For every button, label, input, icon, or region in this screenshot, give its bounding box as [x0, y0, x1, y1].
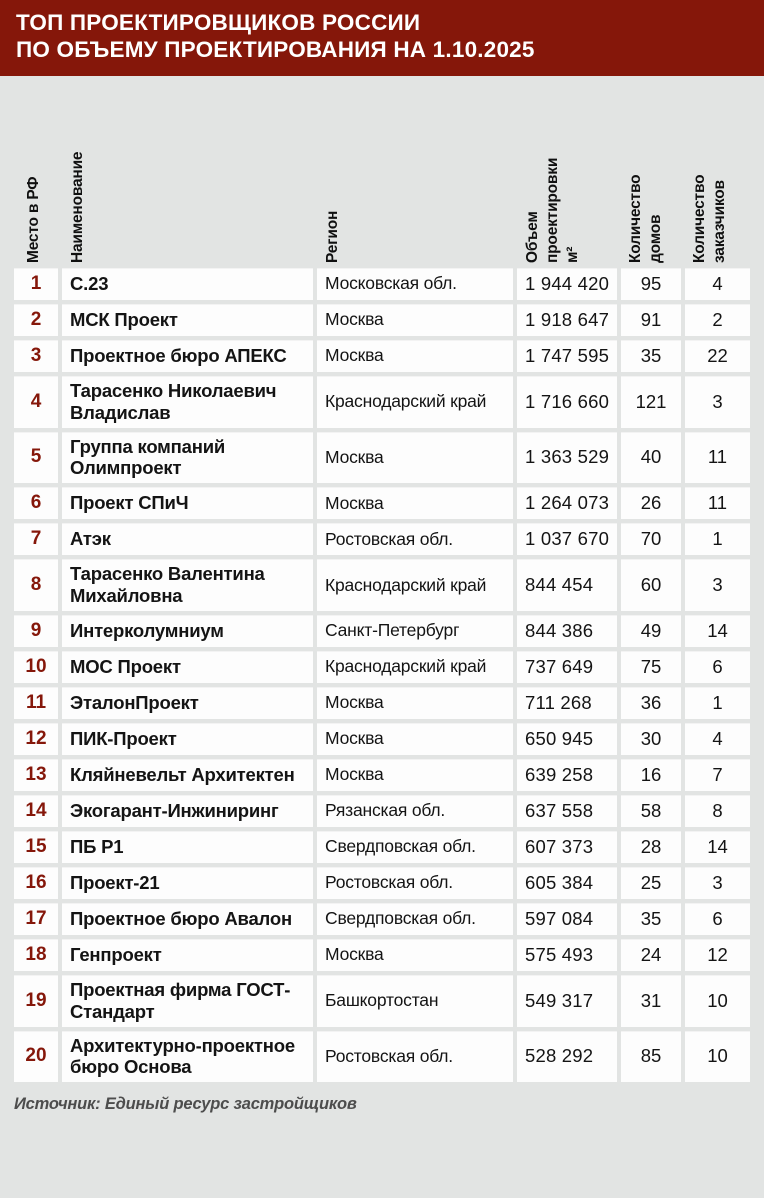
cell-rank: 9	[14, 615, 58, 647]
cell-houses: 70	[621, 523, 681, 555]
cell-region: Москва	[317, 487, 513, 519]
cell-houses: 35	[621, 340, 681, 372]
cell-volume: 844 386	[517, 615, 617, 647]
cell-volume: 528 292	[517, 1031, 617, 1083]
page-title-line-1: ТОП ПРОЕКТИРОВЩИКОВ РОССИИ	[16, 10, 421, 35]
cell-rank: 13	[14, 759, 58, 791]
cell-volume: 639 258	[517, 759, 617, 791]
cell-rank: 11	[14, 687, 58, 719]
column-header-region	[317, 76, 513, 268]
cell-volume: 607 373	[517, 831, 617, 863]
cell-name: Проект-21	[62, 867, 313, 899]
column-header-name	[62, 76, 313, 268]
cell-customers: 8	[685, 795, 750, 827]
cell-name: Группа компаний Олимпроект	[62, 432, 313, 484]
cell-region: Свердповская обл.	[317, 831, 513, 863]
cell-volume: 637 558	[517, 795, 617, 827]
cell-customers: 14	[685, 615, 750, 647]
cell-region: Рязанская обл.	[317, 795, 513, 827]
cell-customers: 2	[685, 304, 750, 336]
cell-volume: 1 944 420	[517, 268, 617, 300]
column-header-volume-label-line-1: Объем	[524, 211, 541, 263]
cell-volume: 1 747 595	[517, 340, 617, 372]
cell-houses: 16	[621, 759, 681, 791]
cell-volume: 1 918 647	[517, 304, 617, 336]
table-row	[14, 975, 750, 1027]
cell-region: Москва	[317, 340, 513, 372]
column-header-houses-label-line-2: домов	[647, 214, 664, 263]
table-row	[14, 376, 750, 428]
cell-houses: 60	[621, 559, 681, 611]
table-row	[14, 340, 750, 372]
table-row	[14, 523, 750, 555]
cell-houses: 28	[621, 831, 681, 863]
column-header-customers-label-line-2: заказчиков	[711, 179, 728, 263]
cell-houses: 91	[621, 304, 681, 336]
cell-volume: 1 264 073	[517, 487, 617, 519]
cell-customers: 10	[685, 1031, 750, 1083]
cell-volume: 1 716 660	[517, 376, 617, 428]
cell-houses: 36	[621, 687, 681, 719]
column-header-region-label: Регион	[324, 210, 341, 263]
cell-name: МОС Проект	[62, 651, 313, 683]
cell-houses: 31	[621, 975, 681, 1027]
cell-name: ПИК-Проект	[62, 723, 313, 755]
cell-name: Экогарант-Инжиниринг	[62, 795, 313, 827]
cell-rank: 16	[14, 867, 58, 899]
column-header-row	[0, 76, 764, 268]
cell-rank: 3	[14, 340, 58, 372]
cell-customers: 6	[685, 903, 750, 935]
column-header-rank-label: Место в РФ	[25, 176, 42, 263]
cell-houses: 121	[621, 376, 681, 428]
cell-region: Свердповская обл.	[317, 903, 513, 935]
table-row	[14, 432, 750, 484]
cell-rank: 7	[14, 523, 58, 555]
table-row	[14, 759, 750, 791]
masthead	[0, 0, 764, 76]
cell-customers: 3	[685, 376, 750, 428]
column-header-customers	[685, 76, 750, 268]
cell-region: Краснодарский край	[317, 651, 513, 683]
cell-region: Москва	[317, 759, 513, 791]
cell-volume: 1 363 529	[517, 432, 617, 484]
source-note: Источник: Единый ресурс застройщиков	[14, 1095, 357, 1114]
column-header-volume-label-line-3: м²	[564, 246, 581, 263]
cell-rank: 1	[14, 268, 58, 300]
cell-region: Башкортостан	[317, 975, 513, 1027]
cell-region: Москва	[317, 304, 513, 336]
cell-name: Тарасенко Валентина Михайловна	[62, 559, 313, 611]
table-row	[14, 487, 750, 519]
cell-volume: 605 384	[517, 867, 617, 899]
cell-houses: 25	[621, 867, 681, 899]
column-header-houses-label-line-1: Количество	[627, 174, 644, 263]
cell-volume: 711 268	[517, 687, 617, 719]
cell-name: ПБ Р1	[62, 831, 313, 863]
column-header-houses	[621, 76, 681, 268]
cell-customers: 12	[685, 939, 750, 971]
cell-name: Генпроект	[62, 939, 313, 971]
cell-name: Проектное бюро АПЕКС	[62, 340, 313, 372]
cell-name: Проектное бюро Авалон	[62, 903, 313, 935]
table-row	[14, 723, 750, 755]
cell-volume: 597 084	[517, 903, 617, 935]
cell-rank: 4	[14, 376, 58, 428]
column-header-name-label: Наименование	[69, 151, 86, 263]
column-header-volume	[517, 76, 617, 268]
cell-customers: 10	[685, 975, 750, 1027]
cell-region: Москва	[317, 939, 513, 971]
page-title-line-2: ПО ОБЪЕМУ ПРОЕКТИРОВАНИЯ НА 1.10.2025	[16, 37, 535, 63]
cell-rank: 12	[14, 723, 58, 755]
cell-name: Архитектурно-проектное бюро Основа	[62, 1031, 313, 1083]
cell-customers: 4	[685, 723, 750, 755]
cell-region: Санкт-Петербург	[317, 615, 513, 647]
table-row	[14, 651, 750, 683]
table-row	[14, 831, 750, 863]
table-row	[14, 304, 750, 336]
cell-region: Москва	[317, 687, 513, 719]
cell-region: Москва	[317, 723, 513, 755]
cell-volume: 737 649	[517, 651, 617, 683]
cell-customers: 11	[685, 487, 750, 519]
cell-houses: 58	[621, 795, 681, 827]
cell-houses: 75	[621, 651, 681, 683]
table-row	[14, 1031, 750, 1083]
cell-name: Кляйневельт Архитектен	[62, 759, 313, 791]
cell-volume: 650 945	[517, 723, 617, 755]
cell-rank: 17	[14, 903, 58, 935]
cell-houses: 40	[621, 432, 681, 484]
cell-volume: 1 037 670	[517, 523, 617, 555]
cell-rank: 20	[14, 1031, 58, 1083]
cell-houses: 30	[621, 723, 681, 755]
cell-volume: 575 493	[517, 939, 617, 971]
cell-customers: 4	[685, 268, 750, 300]
table-row	[14, 559, 750, 611]
cell-customers: 3	[685, 559, 750, 611]
cell-customers: 1	[685, 523, 750, 555]
cell-volume: 549 317	[517, 975, 617, 1027]
cell-rank: 10	[14, 651, 58, 683]
cell-name: Интерколумниум	[62, 615, 313, 647]
table-row	[14, 867, 750, 899]
cell-customers: 22	[685, 340, 750, 372]
table-row	[14, 268, 750, 300]
cell-region: Московская обл.	[317, 268, 513, 300]
column-header-rank	[14, 76, 58, 268]
cell-region: Краснодарский край	[317, 559, 513, 611]
cell-region: Ростовская обл.	[317, 867, 513, 899]
cell-name: Атэк	[62, 523, 313, 555]
cell-houses: 26	[621, 487, 681, 519]
column-header-volume-label-line-2: проектировки	[544, 157, 561, 263]
cell-name: МСК Проект	[62, 304, 313, 336]
column-header-customers-label-line-1: Количество	[691, 174, 708, 263]
cell-customers: 7	[685, 759, 750, 791]
cell-houses: 35	[621, 903, 681, 935]
table-row	[14, 615, 750, 647]
cell-rank: 8	[14, 559, 58, 611]
cell-region: Ростовская обл.	[317, 523, 513, 555]
cell-rank: 6	[14, 487, 58, 519]
cell-rank: 18	[14, 939, 58, 971]
cell-customers: 1	[685, 687, 750, 719]
cell-region: Краснодарский край	[317, 376, 513, 428]
cell-region: Ростовская обл.	[317, 1031, 513, 1083]
cell-customers: 6	[685, 651, 750, 683]
cell-rank: 5	[14, 432, 58, 484]
cell-customers: 3	[685, 867, 750, 899]
cell-houses: 85	[621, 1031, 681, 1083]
table-row	[14, 795, 750, 827]
cell-houses: 95	[621, 268, 681, 300]
cell-houses: 49	[621, 615, 681, 647]
cell-rank: 2	[14, 304, 58, 336]
table-row	[14, 939, 750, 971]
cell-name: Проект СПиЧ	[62, 487, 313, 519]
cell-houses: 24	[621, 939, 681, 971]
cell-rank: 14	[14, 795, 58, 827]
cell-rank: 15	[14, 831, 58, 863]
cell-region: Москва	[317, 432, 513, 484]
table-row	[14, 687, 750, 719]
cell-name: Проектная фирма ГОСТ-Стандарт	[62, 975, 313, 1027]
cell-name: Тарасенко Николаевич Владислав	[62, 376, 313, 428]
cell-name: С.23	[62, 268, 313, 300]
cell-customers: 11	[685, 432, 750, 484]
cell-volume: 844 454	[517, 559, 617, 611]
cell-name: ЭталонПроект	[62, 687, 313, 719]
cell-rank: 19	[14, 975, 58, 1027]
ranking-table	[0, 268, 764, 1082]
table-row	[14, 903, 750, 935]
cell-customers: 14	[685, 831, 750, 863]
